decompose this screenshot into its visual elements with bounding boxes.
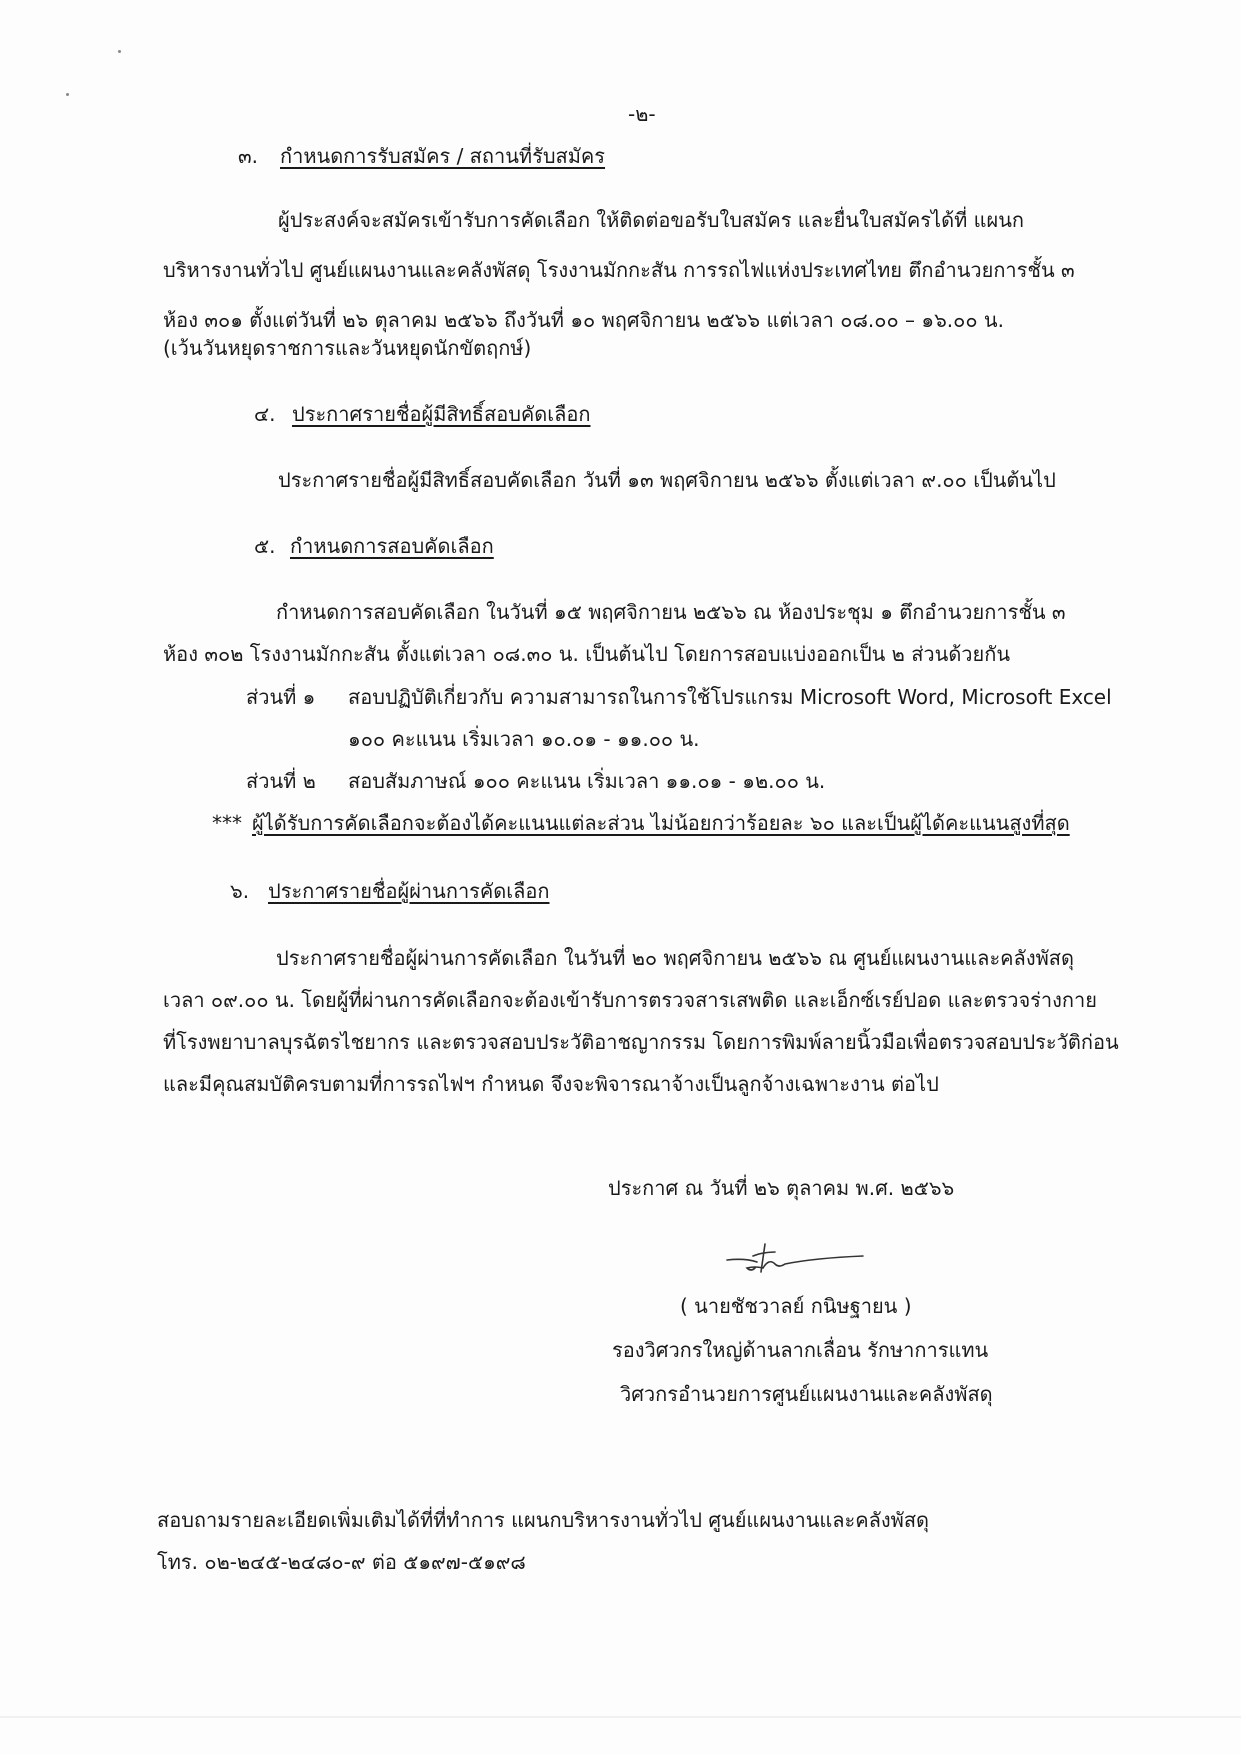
section5-line-1: กำหนดการสอบคัดเลือก ในวันที่ ๑๕ พฤศจิกายน ๒๕๖๖ ณ ห้องประชุม ๑ ตึกอำนวยการชั้น ๓ <box>276 600 1066 624</box>
section5-line-2: ห้อง ๓๐๒ โรงงานมักกะสัน ตั้งแต่เวลา ๐๘.๓๐ น. เป็นต้นไป โดยการสอบแบ่งออกเป็น ๒ ส่วนด้วยกัน <box>163 642 1011 666</box>
section6-heading: ประกาศรายชื่อผู้ผ่านการคัดเลือก <box>268 879 550 903</box>
announcement-date: ประกาศ ณ วันที่ ๒๖ ตุลาคม พ.ศ. ๒๕๖๖ <box>608 1176 955 1200</box>
footer-phone: โทร. ๐๒-๒๔๕-๒๔๘๐-๙ ต่อ ๕๑๙๗-๕๑๙๘ <box>157 1550 526 1574</box>
section3-line-1: ผู้ประสงค์จะสมัครเข้ารับการคัดเลือก ให้ติดต่อขอรับใบสมัคร และยื่นใบสมัครได้ที่ แผนก <box>278 208 1025 232</box>
exam-part1-text: สอบปฏิบัติเกี่ยวกับ ความสามารถในการใช้โปรแกรม Microsoft Word, Microsoft Excel <box>348 685 1112 709</box>
section5-number: ๕. <box>254 534 276 558</box>
exam-part1-label: ส่วนที่ ๑ <box>246 685 316 709</box>
footer-contact-line: สอบถามรายละเอียดเพิ่มเติมได้ที่ที่ทำการ แผนกบริหารงานทั่วไป ศูนย์แผนงานและคลังพัสดุ <box>157 1508 930 1532</box>
signer-position-2: วิศวกรอำนวยการศูนย์แผนงานและคลังพัสดุ <box>620 1382 993 1406</box>
section6-line-2: เวลา ๐๙.๐๐ น. โดยผู้ที่ผ่านการคัดเลือกจะต้องเข้ารับการตรวจสารเสพติด และเอ็กซ์เรย์ปอด และตรวจร่างกาย <box>163 988 1097 1012</box>
section6-line-4: และมีคุณสมบัติครบตามที่การรถไฟฯ กำหนด จึงจะพิจารณาจ้างเป็นลูกจ้างเฉพาะงาน ต่อไป <box>163 1072 939 1096</box>
section3-number: ๓. <box>238 144 259 168</box>
page-number: -๒- <box>628 102 656 126</box>
signer-name: ( นายชัชวาลย์ กนิษฐายน ) <box>680 1294 912 1318</box>
section6-line-3: ที่โรงพยาบาลบุรฉัตรไชยากร และตรวจสอบประวัติอาชญากรรม โดยการพิมพ์ลายนิ้วมือเพื่อตรวจสอบประวัติก่อน <box>163 1030 1119 1054</box>
section4-heading: ประกาศรายชื่อผู้มีสิทธิ์สอบคัดเลือก <box>292 402 591 426</box>
section6-line-1: ประกาศรายชื่อผู้ผ่านการคัดเลือก ในวันที่ ๒๐ พฤศจิกายน ๒๕๖๖ ณ ศูนย์แผนงานและคลังพัสดุ <box>276 946 1074 970</box>
note-passing-criteria: ผู้ได้รับการคัดเลือกจะต้องได้คะแนนแต่ละส่วน ไม่น้อยกว่าร้อยละ ๖๐ และเป็นผู้ได้คะแนนสูงที่สุด <box>252 811 1070 835</box>
scan-speck <box>118 50 121 53</box>
exam-part2-label: ส่วนที่ ๒ <box>246 769 316 793</box>
section5-heading: กำหนดการสอบคัดเลือก <box>290 534 494 558</box>
section6-number: ๖. <box>230 879 250 903</box>
exam-part1-time: ๑๐๐ คะแนน เริ่มเวลา ๑๐.๐๑ - ๑๑.๐๐ น. <box>348 727 700 751</box>
section4-line: ประกาศรายชื่อผู้มีสิทธิ์สอบคัดเลือก วันที่ ๑๓ พฤศจิกายน ๒๕๖๖ ตั้งแต่เวลา ๙.๐๐ เป็นต้นไป <box>278 468 1056 492</box>
exam-part2-text: สอบสัมภาษณ์ ๑๐๐ คะแนน เริ่มเวลา ๑๑.๐๑ - ๑๒.๐๐ น. <box>348 769 826 793</box>
signature-image <box>715 1238 865 1278</box>
section4-number: ๔. <box>254 402 276 426</box>
section3-line-4: (เว้นวันหยุดราชการและวันหยุดนักขัตฤกษ์) <box>163 336 532 360</box>
scan-speck <box>66 93 69 96</box>
section3-line-2: บริหารงานทั่วไป ศูนย์แผนงานและคลังพัสดุ โรงงานมักกะสัน การรถไฟแห่งประเทศไทย ตึกอำนวยการชั้น ๓ <box>163 258 1075 282</box>
note-asterisks: *** <box>212 811 242 835</box>
signer-position-1: รองวิศวกรใหญ่ด้านลากเลื่อน รักษาการแทน <box>612 1338 989 1362</box>
section3-line-3: ห้อง ๓๐๑ ตั้งแต่วันที่ ๒๖ ตุลาคม ๒๕๖๖ ถึงวันที่ ๑๐ พฤศจิกายน ๒๕๖๖ แต่เวลา ๐๘.๐๐ – ๑๖.๐๐ น. <box>163 308 1004 332</box>
scan-edge-line <box>0 1716 1241 1718</box>
section3-heading: กำหนดการรับสมัคร / สถานที่รับสมัคร <box>280 144 606 168</box>
